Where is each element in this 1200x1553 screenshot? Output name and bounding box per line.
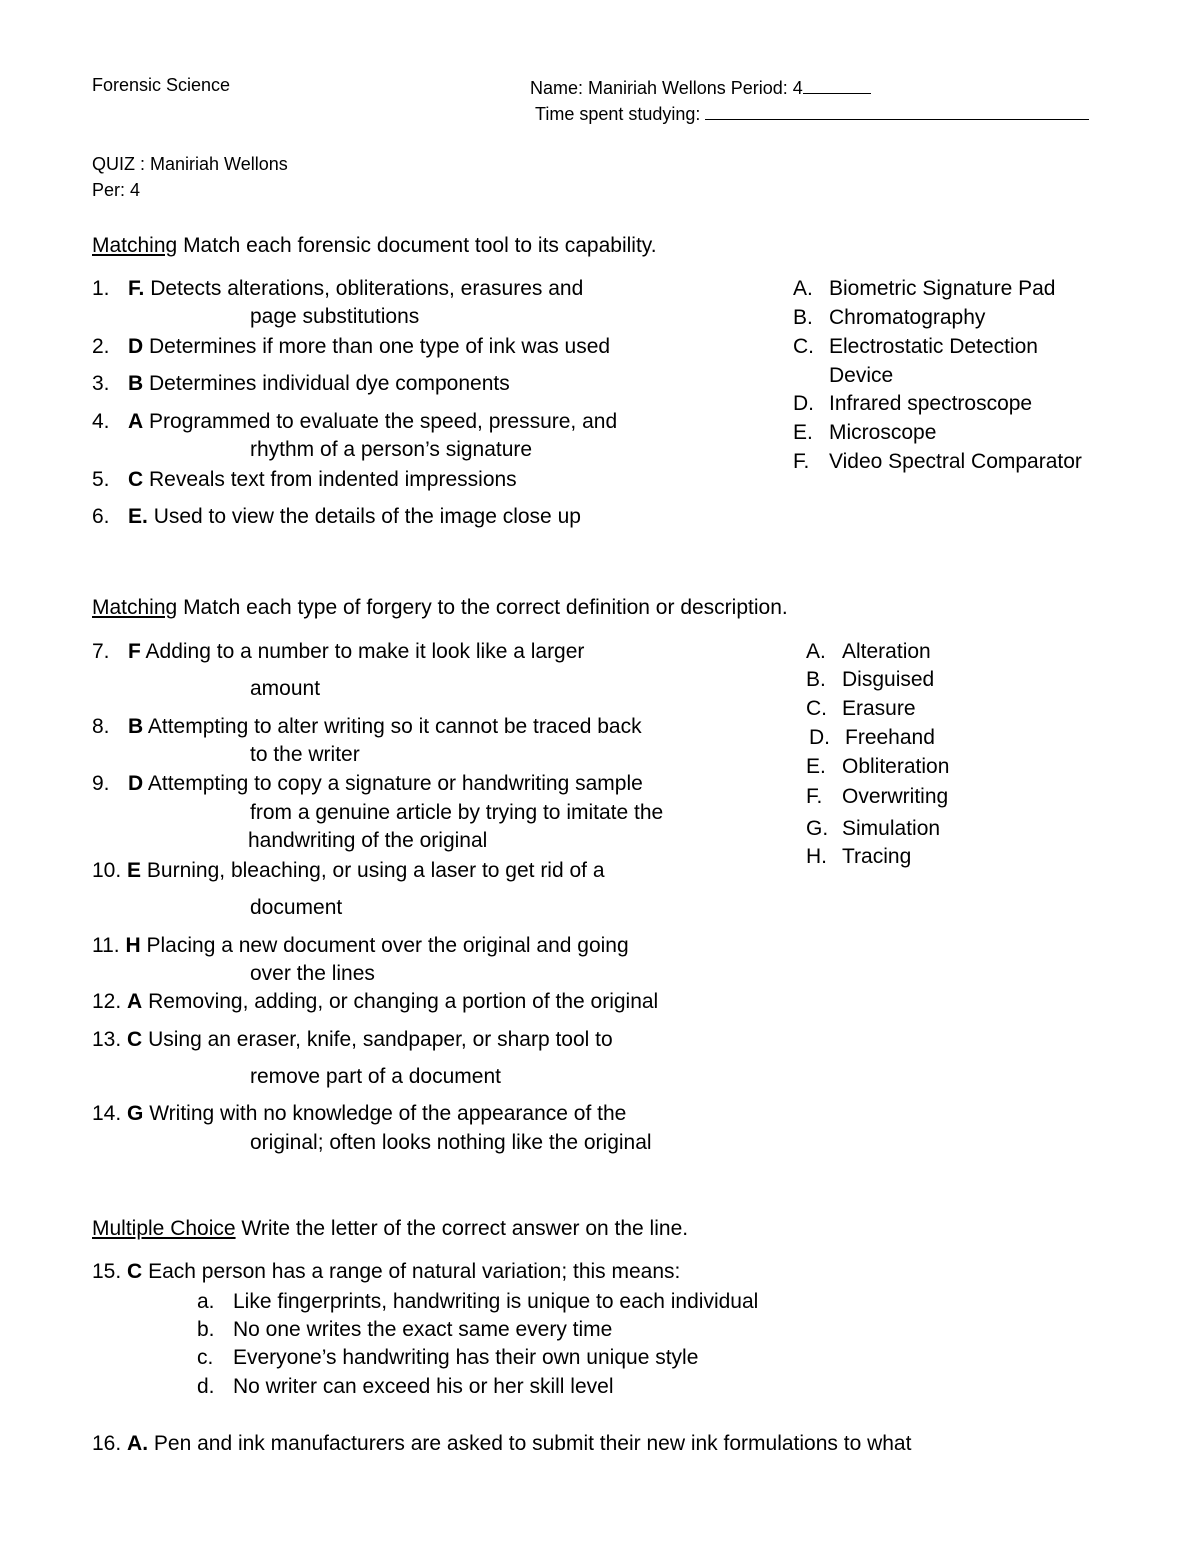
option-g (806, 817, 940, 841)
time-spent-label: Time spent studying: (535, 104, 701, 124)
section1-instruction: Match each forensic document tool to its capability. (183, 234, 657, 257)
answer[interactable]: C (127, 1028, 143, 1051)
question-number: 5. (92, 468, 110, 491)
option-b (793, 306, 985, 330)
question-5 (92, 468, 517, 492)
question-number: 16. (92, 1432, 122, 1455)
question-text: Used to view the details of the image close up (153, 505, 581, 528)
option-text: Microscope (829, 421, 937, 444)
option-letter: A. (806, 640, 826, 663)
question-4-cont: rhythm of a person’s signature (250, 438, 533, 461)
question-text: Burning, bleaching, or using a laser to get rid of a (146, 859, 605, 882)
question-text: Removing, adding, or changing a portion of the original (148, 990, 659, 1013)
question-13 (92, 1028, 613, 1052)
question-8 (92, 715, 642, 739)
question-2 (92, 335, 610, 359)
option-e (793, 421, 936, 445)
answer[interactable]: D (128, 335, 144, 358)
question-number: 4. (92, 410, 110, 433)
question-text: Using an eraser, knife, sandpaper, or sharp tool to (148, 1028, 613, 1051)
answer[interactable]: E (127, 859, 142, 882)
question-16 (92, 1432, 911, 1456)
question-7 (92, 640, 584, 664)
question-number: 11. (92, 934, 120, 957)
question-13-cont: remove part of a document (250, 1065, 501, 1088)
time-spent-line (535, 101, 1089, 125)
option-letter: H. (806, 845, 827, 868)
choice-letter: a. (197, 1290, 215, 1313)
question-number: 15. (92, 1260, 122, 1283)
option-letter: G. (806, 817, 829, 840)
question-text: Pen and ink manufacturers are asked to submit their new ink formulations to what (153, 1432, 912, 1455)
question-number: 6. (92, 505, 110, 528)
section3-instruction: Write the letter of the correct answer on the line. (241, 1217, 689, 1240)
name-period-line (530, 75, 871, 99)
section3-heading: Multiple Choice (92, 1217, 236, 1240)
section1-heading: Matching (92, 234, 178, 257)
question-9-cont2: handwriting of the original (248, 829, 488, 852)
option-letter: C. (793, 335, 814, 358)
option-text: Erasure (842, 697, 916, 720)
question-3 (92, 372, 510, 396)
question-14-cont: original; often looks nothing like the original (250, 1131, 652, 1154)
option-e (806, 755, 949, 779)
option-h (806, 845, 911, 869)
question-text: Determines individual dye components (149, 372, 510, 395)
question-text: Adding to a number to make it look like a larger (145, 640, 585, 663)
choice-text: Everyone’s handwriting has their own unique style (233, 1346, 699, 1369)
option-f (793, 450, 1082, 474)
option-letter: F. (806, 785, 823, 808)
option-letter: B. (806, 668, 826, 691)
period-blank[interactable] (803, 75, 871, 94)
question-9-cont: from a genuine article by trying to imitate the (250, 801, 664, 824)
question-text: Reveals text from indented impressions (149, 468, 517, 491)
question-1 (92, 277, 583, 301)
option-text: Simulation (842, 817, 941, 840)
option-text: Tracing (842, 845, 912, 868)
option-c-cont: Device (829, 364, 894, 387)
option-text: Disguised (842, 668, 935, 691)
option-f (806, 785, 948, 809)
choice-text: No one writes the exact same every time (233, 1318, 613, 1341)
choice-text: Like fingerprints, handwriting is unique to each individual (233, 1290, 759, 1313)
option-text: Biometric Signature Pad (829, 277, 1056, 300)
answer[interactable]: E. (128, 505, 148, 528)
question-text: Writing with no knowledge of the appearance of the (149, 1102, 627, 1125)
answer[interactable]: G (127, 1102, 144, 1125)
choice-letter: c. (197, 1346, 214, 1369)
question-12 (92, 990, 658, 1014)
question-number: 12. (92, 990, 122, 1013)
choice-b (197, 1318, 612, 1342)
question-15 (92, 1260, 680, 1284)
answer[interactable]: A (128, 410, 144, 433)
answer[interactable]: D (128, 772, 144, 795)
question-8-cont: to the writer (250, 743, 360, 766)
period-line: Per: 4 (92, 180, 141, 200)
question-text: Programmed to evaluate the speed, pressure, and (149, 410, 618, 433)
choice-letter: b. (197, 1318, 215, 1341)
question-number: 3. (92, 372, 110, 395)
option-letter: F. (793, 450, 810, 473)
section1-heading-line (92, 234, 657, 258)
answer[interactable]: A. (127, 1432, 149, 1455)
choice-letter: d. (197, 1375, 215, 1398)
option-letter: D. (809, 726, 830, 749)
choice-a (197, 1290, 758, 1314)
question-7-cont: amount (250, 677, 321, 700)
option-d (793, 392, 1032, 416)
question-number: 7. (92, 640, 110, 663)
question-6 (92, 505, 581, 529)
section2-heading: Matching (92, 596, 178, 619)
option-text: Electrostatic Detection (829, 335, 1038, 358)
option-text: Video Spectral Comparator (829, 450, 1082, 473)
question-number: 13. (92, 1028, 122, 1051)
choice-c (197, 1346, 698, 1370)
question-11 (92, 934, 629, 958)
answer[interactable]: B (128, 372, 144, 395)
option-c (793, 335, 1038, 359)
question-number: 1. (92, 277, 110, 300)
answer[interactable]: F. (128, 277, 145, 300)
question-14 (92, 1102, 626, 1126)
option-text: Obliteration (842, 755, 950, 778)
option-letter: A. (793, 277, 813, 300)
option-letter: E. (793, 421, 813, 444)
option-letter: D. (793, 392, 814, 415)
option-letter: E. (806, 755, 826, 778)
option-letter: C. (806, 697, 827, 720)
course-title: Forensic Science (92, 75, 231, 95)
answer[interactable]: F (128, 640, 141, 663)
question-9 (92, 772, 643, 796)
option-text: Freehand (845, 726, 935, 749)
option-b (806, 668, 934, 692)
question-number: 2. (92, 335, 110, 358)
question-number: 14. (92, 1102, 122, 1125)
question-text: Each person has a range of natural variation; this means: (148, 1260, 681, 1283)
question-1-cont: page substitutions (250, 305, 420, 328)
answer[interactable]: B (128, 715, 144, 738)
option-text: Infrared spectroscope (829, 392, 1033, 415)
option-a (806, 640, 931, 664)
choice-d (197, 1375, 613, 1399)
answer[interactable]: H (125, 934, 141, 957)
option-a (793, 277, 1055, 301)
question-10-cont: document (250, 896, 343, 919)
choice-text: No writer can exceed his or her skill level (233, 1375, 614, 1398)
option-letter: B. (793, 306, 813, 329)
question-number: 9. (92, 772, 110, 795)
section2-instruction: Match each type of forgery to the correct definition or description. (183, 596, 788, 619)
option-text: Overwriting (842, 785, 949, 808)
question-number: 8. (92, 715, 110, 738)
section3-heading-line (92, 1217, 688, 1241)
question-text: Attempting to alter writing so it cannot be traced back (147, 715, 642, 738)
option-d (809, 726, 935, 750)
question-10 (92, 859, 605, 883)
answer[interactable]: C (128, 468, 144, 491)
section2-heading-line (92, 596, 788, 620)
question-text: Placing a new document over the original and going (146, 934, 629, 957)
answer[interactable]: A (127, 990, 143, 1013)
question-text: Detects alterations, obliterations, erasures and (150, 277, 584, 300)
answer[interactable]: C (127, 1260, 143, 1283)
quiz-name-line: QUIZ : Maniriah Wellons (92, 154, 288, 174)
option-text: Alteration (842, 640, 931, 663)
time-spent-blank[interactable] (705, 101, 1089, 120)
question-text: Attempting to copy a signature or handwriting sample (147, 772, 643, 795)
question-4 (92, 410, 617, 434)
name-period-label: Name: Maniriah Wellons Period: 4 (530, 78, 803, 98)
option-c (806, 697, 916, 721)
option-text: Chromatography (829, 306, 986, 329)
question-number: 10. (92, 859, 122, 882)
question-11-cont: over the lines (250, 962, 375, 985)
question-text: Determines if more than one type of ink was used (149, 335, 611, 358)
